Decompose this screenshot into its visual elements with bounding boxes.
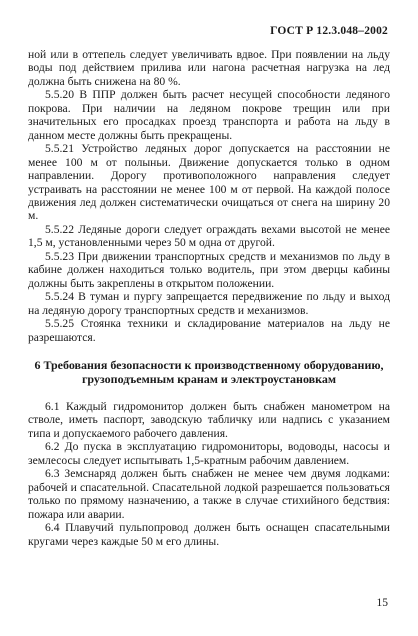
paragraph-6-1: 6.1 Каждый гидромонитор должен быть снабжен манометром на стволе, иметь паспорт, заводскую табличку или надпись с указанием типа и допускаемого рабочего давления. [28, 399, 390, 440]
section-heading-line1: 6 Требования безопасности к производственному оборудованию, [34, 357, 384, 372]
section-6-heading [28, 358, 390, 387]
paragraph-5-5-20: 5.5.20 В ППР должен быть расчет несущей способности ледяного покрова. При наличии на ледяном покрове трещин или при значительных его просадках проезд транспорта и работа на льду в данном месте должны быть прекращены. [28, 88, 390, 142]
paragraph-6-3: 6.3 Земснаряд должен быть снабжен не менее чем двумя лодками: рабочей и спасательной. Спасательной лодкой разрешается пользоваться только по прямому назначению, а также в случае стихийного бедствия: пожара или аварии. [28, 467, 390, 521]
section-heading-line2: грузоподъемным кранам и электроустановкам [81, 372, 337, 387]
paragraph-5-5-23: 5.5.23 При движении транспортных средств и механизмов по льду в кабине должен находиться только водитель, при этом дверцы кабины должны быть закреплены в открытом положении. [28, 249, 390, 290]
paragraph-5-5-25: 5.5.25 Стоянка техники и складирование материалов на льду не разрешаются. [28, 317, 390, 344]
paragraph-6-2: 6.2 До пуска в эксплуатацию гидромониторы, водоводы, насосы и землесосы следует испытывать 1,5-кратным рабочим давлением. [28, 440, 390, 467]
paragraph-6-4: 6.4 Плавучий пульпопровод должен быть оснащен спасательными кругами через каждые 50 м его длины. [28, 521, 390, 548]
paragraph-continuation: ной или в оттепель следует увеличивать вдвое. При появлении на льду воды под действием прилива или нагона расчетная нагрузка на лед должна быть снижена на 80 %. [28, 48, 390, 88]
paragraph-5-5-24: 5.5.24 В туман и пургу запрещается передвижение по льду и выход на ледяную дорогу транспортных средств и механизмов. [28, 290, 390, 317]
paragraph-5-5-21: 5.5.21 Устройство ледяных дорог допускается на расстоянии не менее 100 м от полыньи. Движение допускается только в одном направлении. Дорогу противоположного направления следует устраивать на расстоянии не менее 100 м от первой. На каждой полосе движения лед должен систематически очищаться от снега на ширину 20 м. [28, 142, 390, 223]
document-body [28, 48, 390, 548]
standard-header: ГОСТ Р 12.3.048–2002 [270, 25, 388, 37]
paragraph-5-5-22: 5.5.22 Ледяные дороги следует ограждать вехами высотой не менее 1,5 м, установленными через 50 м одна от другой. [28, 222, 390, 250]
page-number: 15 [376, 597, 388, 609]
